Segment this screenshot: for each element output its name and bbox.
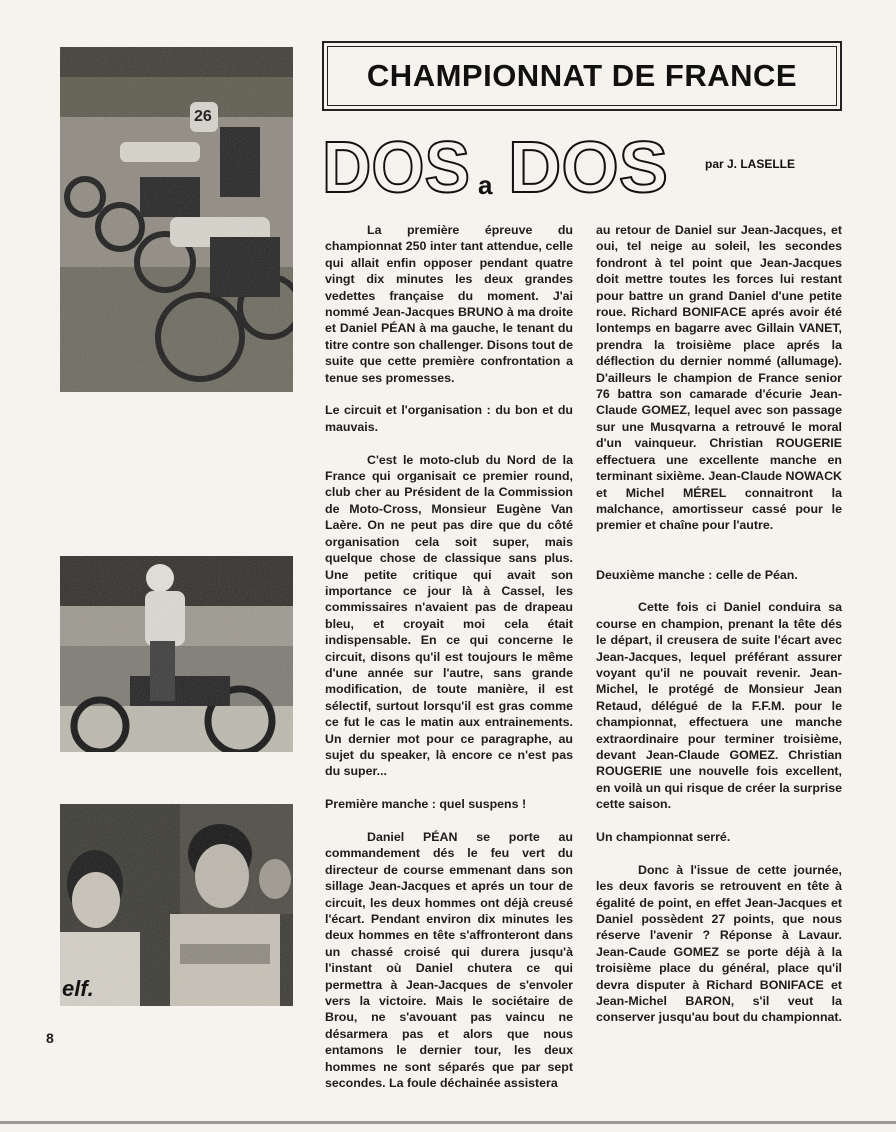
section-header-box: [322, 41, 842, 111]
article-column-1: [325, 222, 573, 1091]
photo-jersey-text: elf.: [62, 976, 94, 1001]
paragraph-championship: Donc à l'issue de cette journée, les deux favoris se retrouvent en tête à égalité de point, en effet Jean-Jacques et Daniel possèdent 27 points, que nous réserve l'avenir ? Réponse à Lavaur. Jean-Caude GOMEZ se porte déjà à la troisième place du général, place qu'il devra disputer à Richard BONIFACE et Jean-Michel BARON, s'il veut la conserver jusqu'au bout du championnat.: [596, 862, 842, 1025]
subheading-first-heat: Première manche : quel suspens !: [325, 797, 527, 812]
svg-text:DOS: DOS: [322, 134, 470, 198]
subheading-circuit: Le circuit et l'organisation : du bon et du mauvais.: [325, 403, 573, 434]
intro-paragraph: La première épreuve du championnat 250 inter tant attendue, celle qui allait enfin opposer pendant quatre vingt dix minutes les deux grandes vedettes française du moment. J'ai nommé Jean-Jacques BRUNO à ma droite et Daniel PÉAN à ma gauche, le tenant du titre contre son challenger. Disons tout de suite que cette première confrontation a tenue ses promesses.: [325, 223, 573, 385]
paragraph-second-heat: Cette fois ci Daniel conduira sa course en champion, prenant la tête dés le départ, il creusera de suite l'écart avec Jean-Jacques, lequel préférant assurer voyant qu'il ne pouvait revenir. Jean-Michel, le protégé de Monsieur Jean Retaud, délégué de la F.F.M. pour le championnat, effectuera une manche extraordinaire pour terminer troisième, devant Jean-Claude GOMEZ. Christian ROUGERIE une nouvelle fois excellent, en voilà un qui risque de créer la surprise cette saison.: [596, 600, 842, 812]
svg-text:DOS: DOS: [508, 134, 668, 198]
byline: par J. LASELLE: [705, 157, 796, 171]
subheading-second-heat: Deuxième manche : celle de Péan.: [596, 567, 798, 582]
photo-start-line: [60, 47, 293, 392]
photo-rider-action: [60, 556, 293, 752]
bottom-divider: [0, 1121, 896, 1124]
headline: [322, 134, 682, 198]
paragraph-circuit: C'est le moto-club du Nord de la France qui organisait ce premier round, club cher au Président de la Commission de Moto-Cross, Monsieur Eugène Van Laère. On ne peut pas dire que du côté organisation cela soit super, mais quelque chose de classique sans plus. Une petite critique qui avait son importance ce jour là à Cassel, les commissaires n'avaient pas de drapeau bleu, et croyait moi cela était indispensable. En ce qui concerne le circuit, disons qu'il est toujours le même d'une année sur l'autre, sans grande modification, de toute manière, il est sélectif, surtout lorsqu'il est gras comme ce fut le cas le matin aux entrainements. Un dernier mot pour ce paragraphe, au sujet du speaker, là encore ce n'est pas du super...: [325, 452, 573, 779]
paragraph-first-heat-cont: au retour de Daniel sur Jean-Jacques, et oui, tel neige au soleil, les secondes fondront à tel point que Jean-Jacques doit mettre toutes les forces lui restant pour battre un grand Daniel d'une petite roue. Richard BONIFACE aprés avoir été lontemps en bagarre avec Gillain VANET, prendra la troisième place aprés la déflection du dernier nommé (allumage). D'ailleurs le champion de France senior 76 battra son camarade d'écurie Jean-Claude GOMEZ, lequel avec son passage sur une Musqvarna a retrouvé le moral d'un vainqueur. Christian ROUGERIE effectuera une excellente manche en terminant sixième. Jean-Claude NOWACK et Michel MÉREL connaitront la malchance, amortisseur cassé pour le premier et chaîne pour l'autre.: [596, 223, 842, 533]
svg-text:a: a: [478, 170, 493, 198]
subheading-championship: Un championnat serré.: [596, 829, 731, 844]
section-title: CHAMPIONNAT DE FRANCE: [366, 58, 798, 93]
paragraph-first-heat: Daniel PÉAN se porte au commandement dés le feu vert du directeur de course emmenant dans son sillage Jean-Jacques et aprés un tour de circuit, les deux hommes ont déjà creusé l'écart. Pendant environ dix minutes les deux hommes en tête s'affronteront dans un chassé croisé qui durera jusqu'à l'instant où Daniel chutera ce qui permettra à Jean-Jacques de s'envoler vers la victoire. Mais le sociétaire de Brou, ne s'avouant pas vaincu ne désarmera pas et alors que nous entamons le dernier tour, les deux hommes ne sont séparés que par sept secondes. La foule déchainée assistera: [325, 829, 573, 1091]
photo-rider-portraits: [60, 804, 293, 1006]
page-number: 8: [46, 1030, 54, 1046]
article-column-2: [596, 222, 842, 1026]
